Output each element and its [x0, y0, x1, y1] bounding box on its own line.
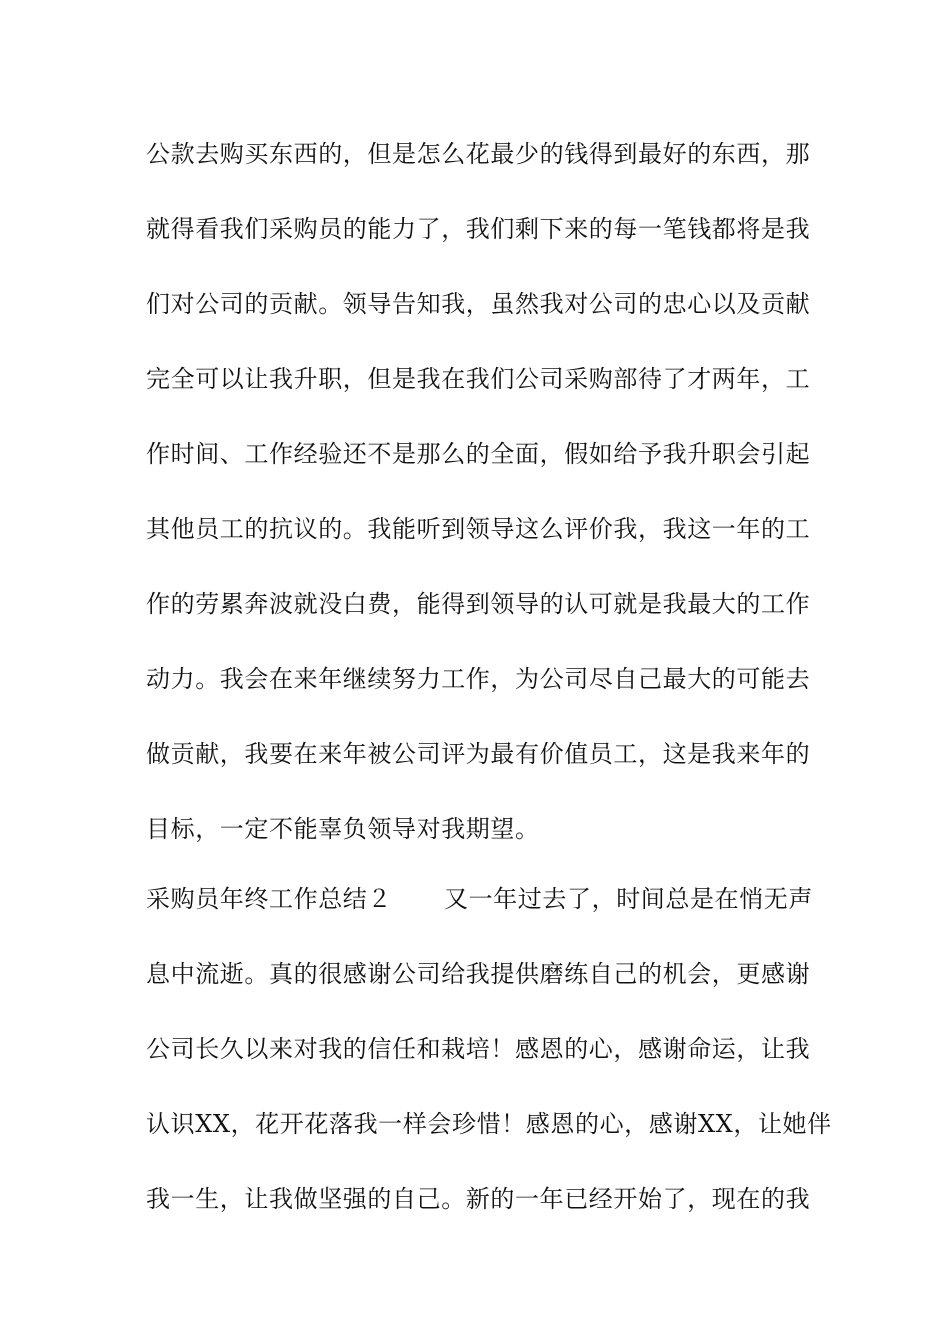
section-heading: 采购员年终工作总结２ [146, 885, 392, 913]
text-line: 们对公司的贡献。领导告知我，虽然我对公司的忠心以及贡献 [146, 290, 811, 318]
text-line: 完全可以让我升职，但是我在我们公司采购部待了才两年，工 [146, 365, 811, 393]
text-line: 作时间、工作经验还不是那么的全面，假如给予我升职会引起 [146, 440, 811, 468]
text-line: 认识XX，花开花落我一样会珍惜！感恩的心，感谢XX，让她伴 [146, 1110, 832, 1138]
text-line: 其他员工的抗议的。我能听到领导这么评价我，我这一年的工 [146, 515, 811, 543]
heading-continuation: 又一年过去了，时间总是在悄无声 [444, 885, 813, 913]
text-line: 公款去购买东西的，但是怎么花最少的钱得到最好的东西，那 [146, 140, 811, 168]
text-line: 目标，一定不能辜负领导对我期望。 [146, 815, 540, 843]
text-line: 做贡献，我要在来年被公司评为最有价值员工，这是我来年的 [146, 740, 811, 768]
text-line: 动力。我会在来年继续努力工作，为公司尽自己最大的可能去 [146, 665, 811, 693]
text-line: 作的劳累奔波就没白费，能得到领导的认可就是我最大的工作 [146, 590, 811, 618]
text-line: 我一生，让我做坚强的自己。新的一年已经开始了，现在的我 [146, 1185, 811, 1213]
text-line: 公司长久以来对我的信任和栽培！感恩的心，感谢命运，让我 [146, 1035, 811, 1063]
text-line: 就得看我们采购员的能力了，我们剩下来的每一笔钱都将是我 [146, 215, 811, 243]
text-line: 息中流逝。真的很感谢公司给我提供磨练自己的机会，更感谢 [146, 960, 811, 988]
heading-line [146, 881, 826, 917]
